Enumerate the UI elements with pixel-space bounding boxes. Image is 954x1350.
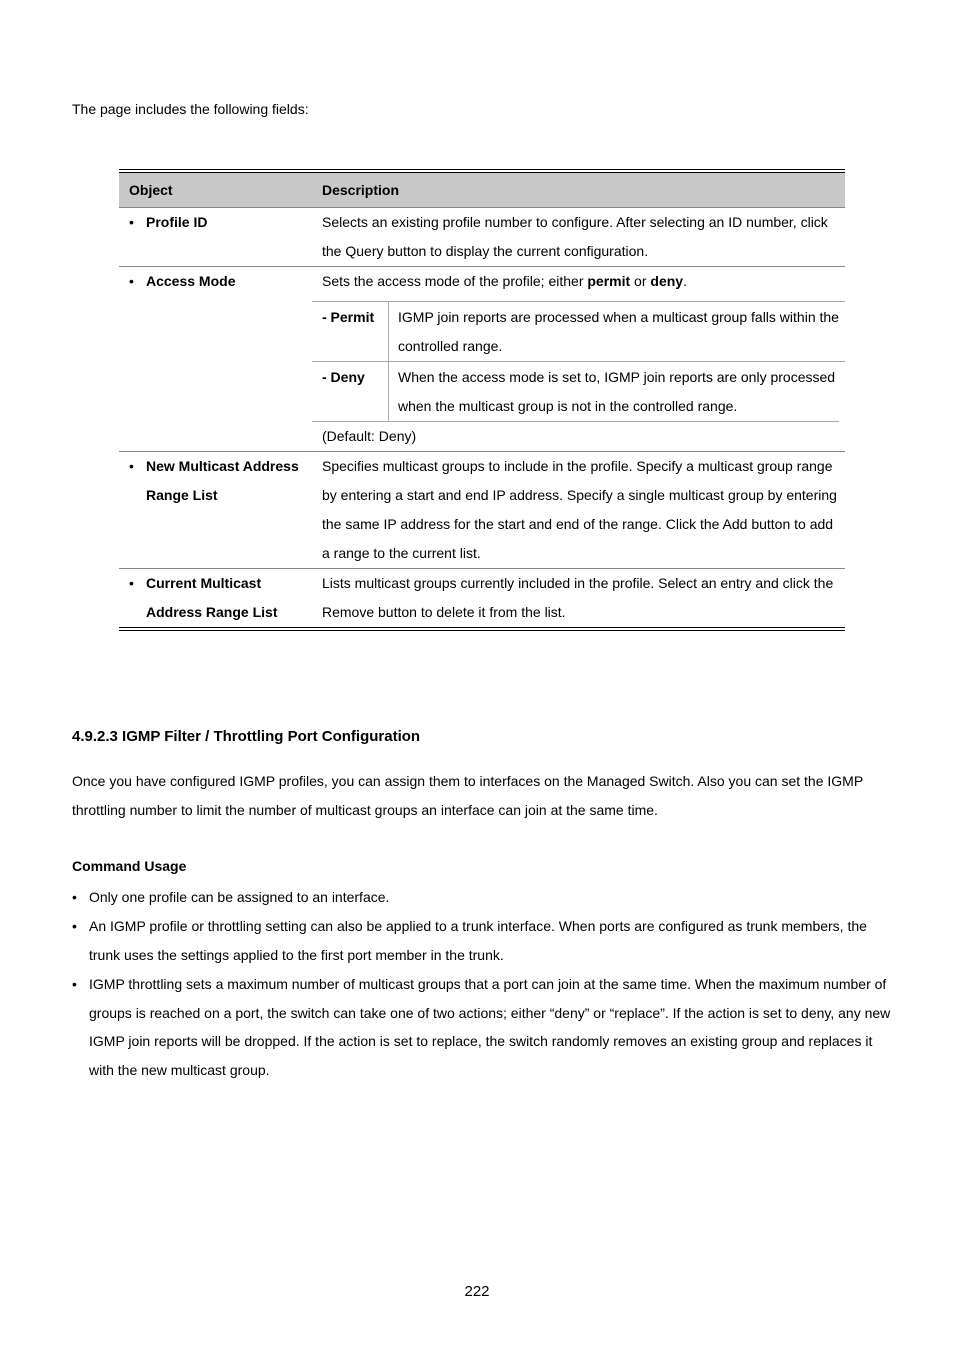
table-row [119,569,845,627]
sub-key: - Deny [312,362,389,421]
list-item: • Only one profile can be assigned to an interface. [72,883,892,912]
command-usage-title: Command Usage [72,858,187,874]
bullet-icon: • [129,458,134,474]
object-label: Access Mode [146,273,236,289]
fields-table [119,169,845,631]
sub-value: When the access mode is set to, IGMP join reports are only processed when the multicast group is not in the controlled range. [398,369,836,414]
bullet-icon: • [72,918,77,934]
list-item: • IGMP throttling sets a maximum number of multicast groups that a port can join at the same time. When the maximum number of groups is reached on a port, the switch can take one of two actions; either “deny” or “replace”. If the action is set to deny, any new IGMP join reports will be dropped. If the action is set to replace, the switch randomly removes an existing group and replaces it with the new multicast group. [72,970,892,1084]
page-number: 222 [464,1283,490,1300]
object-description: Sets the access mode of the profile; either permit or deny. [322,273,687,289]
subtable-row [312,361,845,421]
object-description: Selects an existing profile number to configure. After selecting an ID number, click the Query button to display the current configuration. [322,214,828,259]
object-description: Lists multicast groups currently included in the profile. Select an entry and click the Remove button to delete it from the list. [322,575,834,620]
intro-paragraph: Once you have configured IGMP profiles, you can assign them to interfaces on the Managed Switch. Also you can set the IGMP throttling number to limit the number of multicast groups an interface can join at the same time. [72,773,863,818]
command-usage-list [72,883,892,1084]
section-title: 4.9.2.3 IGMP Filter / Throttling Port Configuration [72,728,421,745]
sub-value: IGMP join reports are processed when a multicast group falls within the controlled range. [398,309,839,354]
header-object: Object [129,182,173,198]
object-label: New Multicast Address Range List [146,458,299,503]
bullet-icon: • [72,976,77,992]
subtable-row [312,301,845,361]
table-row [119,452,845,569]
object-description: Specifies multicast groups to include in the profile. Specify a multicast group range by entering a start and end IP address. Specify a single multicast group by entering the same IP address for the start and end of the range. Click the Add button to add a range to the current list. [322,458,837,561]
table-header [119,173,845,208]
bullet-icon: • [129,214,134,230]
object-label: Profile ID [146,214,208,230]
bullet-icon: • [72,889,77,905]
table-row [119,208,845,267]
table-row [119,267,845,452]
bullet-icon: • [129,575,134,591]
list-item: • An IGMP profile or throttling setting can also be applied to a trunk interface. When ports are configured as trunk members, the trunk uses the settings applied to the first port member in the trunk. [72,912,892,969]
intro-text: The page includes the following fields: [72,101,309,117]
default-value: (Default: Deny) [312,421,839,451]
access-mode-subtable [312,301,845,421]
sub-key: - Permit [312,302,389,361]
object-label: Current Multicast Address Range List [146,575,278,620]
bullet-icon: • [129,273,134,289]
header-description: Description [322,182,400,198]
